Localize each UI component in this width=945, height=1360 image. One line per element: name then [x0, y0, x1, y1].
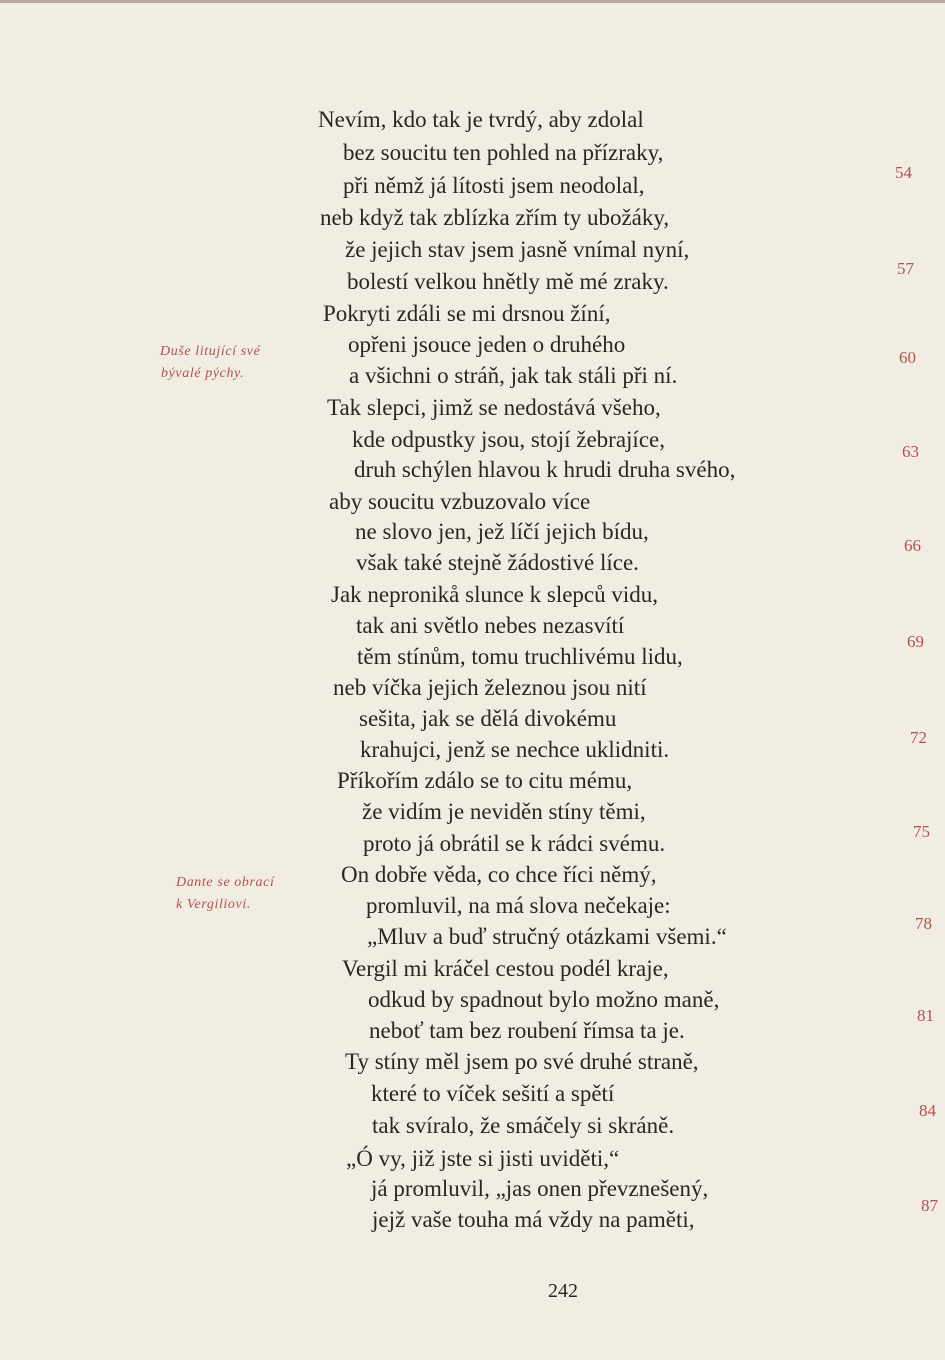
verse-line: těm stínům, tomu truchlivému lidu,: [357, 644, 683, 669]
verse-line: že jejich stav jsem jasně vnímal nyní,: [345, 237, 690, 262]
verse-line: kde odpustky jsou, stojí žebrajíce,: [352, 427, 665, 452]
line-number: 75: [913, 822, 930, 841]
line-number: 60: [899, 348, 916, 367]
verse-line: „Ó vy, již jste si jisti uviděti,“: [346, 1146, 620, 1171]
gloss-line: Duše litující své: [160, 344, 261, 359]
verse-line: však také stejně žádostivé líce.: [356, 550, 639, 575]
verse-line: On dobře věda, co chce říci němý,: [341, 862, 657, 887]
verse-line: neb když tak zblízka zřím ty ubožáky,: [320, 205, 670, 230]
verse-line: druh schýlen hlavou k hrudi druha svého,: [354, 457, 736, 482]
verse-line: Příkořím zdálo se to citu mému,: [337, 768, 633, 793]
gloss-line: Dante se obrací: [176, 875, 275, 890]
verse-line: ne slovo jen, jež líčí jejich bídu,: [355, 519, 649, 544]
verse-line: že vidím je neviděn stíny těmi,: [362, 799, 646, 824]
verse-line: promluvil, na má slova nečekaje:: [366, 893, 671, 918]
verse-line: proto já obrátil se k rádci svému.: [363, 831, 666, 856]
marginal-gloss: [160, 341, 260, 385]
line-number: 54: [895, 163, 912, 182]
verse-line: bez soucitu ten pohled na přízraky,: [343, 140, 664, 165]
verse-line: Pokryti zdáli se mi drsnou žíní,: [323, 301, 611, 326]
verse-line: já promluvil, „jas onen převznešený,: [371, 1176, 709, 1201]
verse-line: sešita, jak se dělá divokému: [359, 706, 617, 731]
line-number: 84: [919, 1101, 936, 1120]
marginal-gloss: [176, 872, 274, 916]
line-number: 66: [904, 536, 921, 555]
verse-line: „Mluv a buď stručný otázkami všemi.“: [367, 924, 727, 949]
line-number: 81: [917, 1006, 934, 1025]
line-number: 69: [907, 632, 924, 651]
verse-line: krahujci, jenž se nechce uklidniti.: [360, 737, 670, 762]
gloss-line: bývalé pýchy.: [161, 366, 245, 381]
verse-line: neboť tam bez roubení římsa ta je.: [369, 1018, 685, 1043]
line-number: 57: [897, 259, 914, 278]
line-number: 78: [915, 914, 932, 933]
verse-line: tak ani světlo nebes nezasvítí: [356, 613, 625, 638]
verse-line: Tak slepci, jimž se nedostává všeho,: [327, 395, 661, 420]
verse-line: aby soucitu vzbuzovalo více: [329, 489, 591, 514]
verse-line: bolestí velkou hnětly mě mé zraky.: [347, 269, 669, 294]
verse-line: jejž vaše touha má vždy na paměti,: [372, 1207, 695, 1232]
verse-line: při němž já lítosti jsem neodolal,: [343, 173, 645, 198]
page-number: 242: [548, 1280, 578, 1302]
verse-line: které to víček sešití a spětí: [371, 1081, 615, 1106]
verse-line: a všichni o stráň, jak tak stáli při ní.: [349, 363, 678, 388]
verse-line: Jak nepronikå slunce k slepců vidu,: [331, 582, 659, 607]
verse-line: odkud by spadnout bylo možno maně,: [368, 987, 720, 1012]
verse-line: Vergil mi kráčel cestou podél kraje,: [342, 956, 669, 981]
verse-line: Nevím, kdo tak je tvrdý, aby zdolal: [318, 107, 644, 132]
verse-line: Ty stíny měl jsem po své druhé straně,: [345, 1049, 699, 1074]
line-number: 72: [910, 728, 927, 747]
line-number: 87: [921, 1196, 938, 1215]
verse-line: neb víčka jejich železnou jsou nití: [333, 675, 647, 700]
verse-line: opřeni jsouce jeden o druhého: [348, 332, 626, 357]
gloss-line: k Vergiliovi.: [176, 897, 251, 912]
verse-line: tak svíralo, že smáčely si skráně.: [372, 1113, 675, 1138]
line-number: 63: [902, 442, 919, 461]
